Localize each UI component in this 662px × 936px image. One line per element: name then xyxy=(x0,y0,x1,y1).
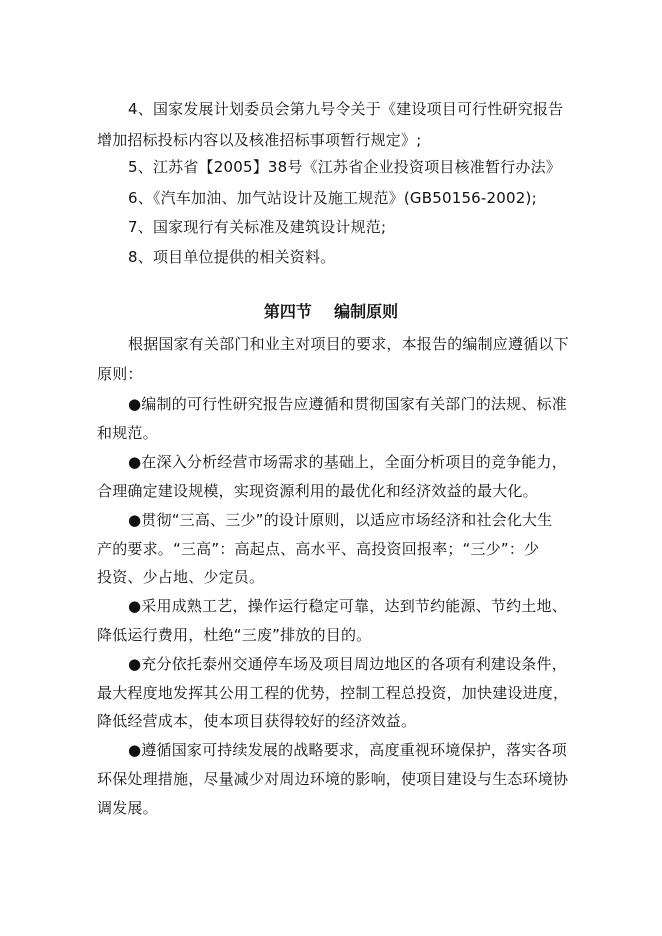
principle-6-line: ●遵循国家可持续发展的战略要求，高度重视环境保护，落实各项 xyxy=(128,741,567,759)
principle-4-line: 降低运行费用，杜绝“三废”排放的目的。 xyxy=(97,626,372,644)
section-title: 第四节 编制原则 xyxy=(263,302,399,321)
principle-3-line: 产的要求。“三高”：高起点、高水平、高投资回报率；“三少”：少 xyxy=(97,540,540,558)
principle-3-line: 投资、少占地、少定员。 xyxy=(97,568,265,586)
principle-5-line: 最大程度地发挥其公用工程的优势，控制工程总投资，加快建设进度， xyxy=(97,684,569,702)
principle-5-line: 降低经营成本，使本项目获得较好的经济效益。 xyxy=(97,712,417,730)
principle-1-line: 和规范。 xyxy=(97,424,158,442)
principle-1-line: ●编制的可行性研究报告应遵循和贯彻国家有关部门的法规、标准 xyxy=(128,395,567,413)
principle-2-line: ●在深入分析经营市场需求的基础上，全面分析项目的竞争能力， xyxy=(128,453,567,471)
reference-item-4-continued: 增加招标投标内容以及核准招标事项暂行规定》; xyxy=(97,131,422,149)
reference-item-5: 5、江苏省【2005】38号《江苏省企业投资项目核准暂行办法》 xyxy=(128,158,562,176)
principle-3-line: ●贯彻“三高、三少”的设计原则，以适应市场经济和社会化大生 xyxy=(128,511,553,529)
principle-4-line: ●采用成熟工艺，操作运行稳定可靠，达到节约能源、节约土地、 xyxy=(128,597,567,615)
reference-item-8: 8、项目单位提供的相关资料。 xyxy=(128,248,336,266)
intro-paragraph-line: 原则： xyxy=(97,365,143,383)
reference-item-6: 6、《汽车加油、加气站设计及施工规范》(GB50156-2002); xyxy=(128,189,537,207)
intro-paragraph-line: 根据国家有关部门和业主对项目的要求，本报告的编制应遵循以下 xyxy=(128,335,569,353)
principle-2-line: 合理确定建设规模，实现资源利用的最优化和经济效益的最大化。 xyxy=(97,482,538,500)
principle-6-line: 环保处理措施，尽量减少对周边环境的影响，使项目建设与生态环境协 xyxy=(97,770,569,788)
principle-6-line: 调发展。 xyxy=(97,799,158,817)
reference-item-4: 4、国家发展计划委员会第九号令关于《建设项目可行性研究报告 xyxy=(128,100,564,118)
reference-item-7: 7、国家现行有关标准及建筑设计规范; xyxy=(128,218,387,236)
principle-5-line: ●充分依托泰州交通停车场及项目周边地区的各项有利建设条件， xyxy=(128,655,567,673)
